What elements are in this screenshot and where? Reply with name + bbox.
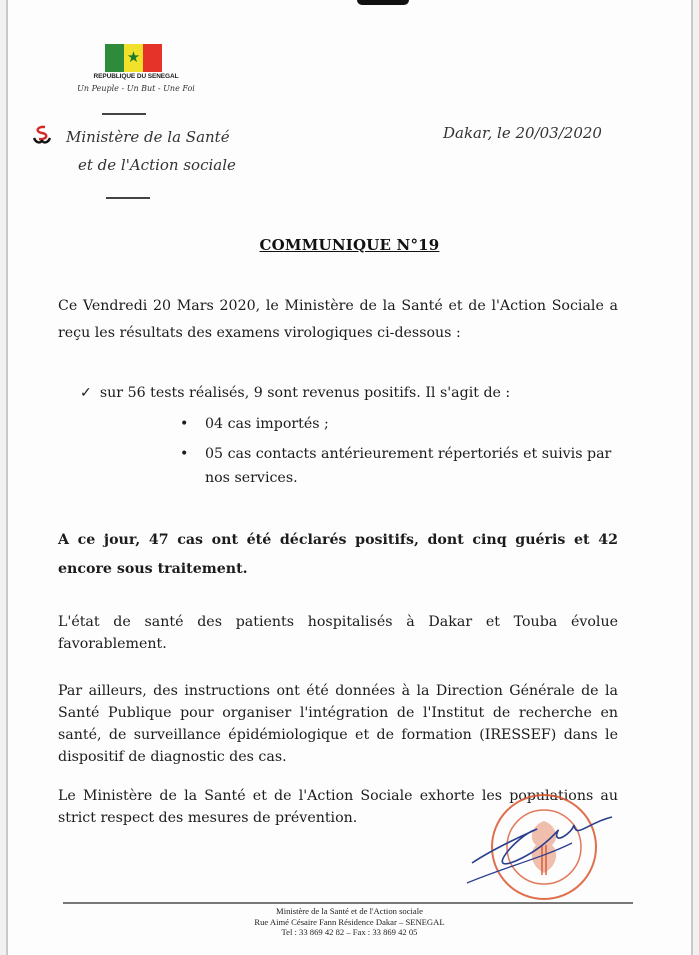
divider (102, 113, 146, 115)
camera-shadow (357, 0, 409, 5)
intro-paragraph: Ce Vendredi 20 Mars 2020, le Ministère de la Santé et de l'Action Sociale a reçu les résultats des examens virologiques ci-dessous : (58, 298, 618, 341)
ministry-logo-icon (31, 124, 53, 146)
star-icon: ★ (126, 48, 141, 66)
national-motto: Un Peuple - Un But - Une Foi (77, 84, 195, 93)
communique-title: COMMUNIQUE N°19 (259, 236, 440, 254)
results-summary-text: sur 56 tests réalisés, 9 sont revenus positifs. Il s'agit de : (99, 385, 511, 401)
bullet-icon: • (180, 446, 189, 462)
check-icon: ✓ (80, 385, 92, 401)
stamp-seal-icon (492, 795, 596, 899)
list-item-text: 05 cas contacts antérieurement répertoriés et suivis par nos services. (205, 446, 612, 486)
footer-ministry: Ministère de la Santé et de l'Action sociale (276, 906, 423, 916)
senegal-flag-icon (105, 44, 162, 72)
footer (0, 906, 699, 938)
footer-address: Rue Aimé Césaire Fann Résidence Dakar – SENEGAL (254, 916, 445, 927)
list-item (180, 442, 620, 490)
official-stamp (462, 783, 622, 913)
document-date: Dakar, le 20/03/2020 (443, 124, 602, 142)
footer-divider (63, 902, 633, 904)
results-summary (80, 385, 510, 401)
list-item (180, 412, 620, 436)
prevention-paragraph: Le Ministère de la Santé et de l'Action Sociale exhorte les populations au strict respect des mesures de prévention. (58, 788, 618, 826)
footer-contact: Tel : 33 869 42 82 – Fax : 33 869 42 05 (281, 927, 418, 937)
republic-name: REPUBLIQUE DU SENEGAL (93, 73, 179, 80)
patients-status-paragraph: L'état de santé des patients hospitalisés à Dakar et Touba évolue favorablement. (58, 614, 618, 652)
iressef-paragraph: Par ailleurs, des instructions ont été données à la Direction Générale de la Santé Publique pour organiser l'intégration de l'Institut de recherche en santé, de surveillance épidémiologique et de formation (IRESSEF) dans le dispositif de diagnostic des cas. (58, 683, 618, 765)
divider (106, 197, 150, 199)
ministry-line-1: Ministère de la Santé (66, 128, 230, 146)
list-item-text: 04 cas importés ; (205, 416, 329, 432)
bullet-icon: • (180, 416, 189, 432)
ministry-name (66, 123, 236, 179)
highlight-paragraph: A ce jour, 47 cas ont été déclarés positifs, dont cinq guéris et 42 encore sous traitement. (58, 532, 618, 577)
ministry-line-2: et de l'Action sociale (78, 156, 236, 174)
